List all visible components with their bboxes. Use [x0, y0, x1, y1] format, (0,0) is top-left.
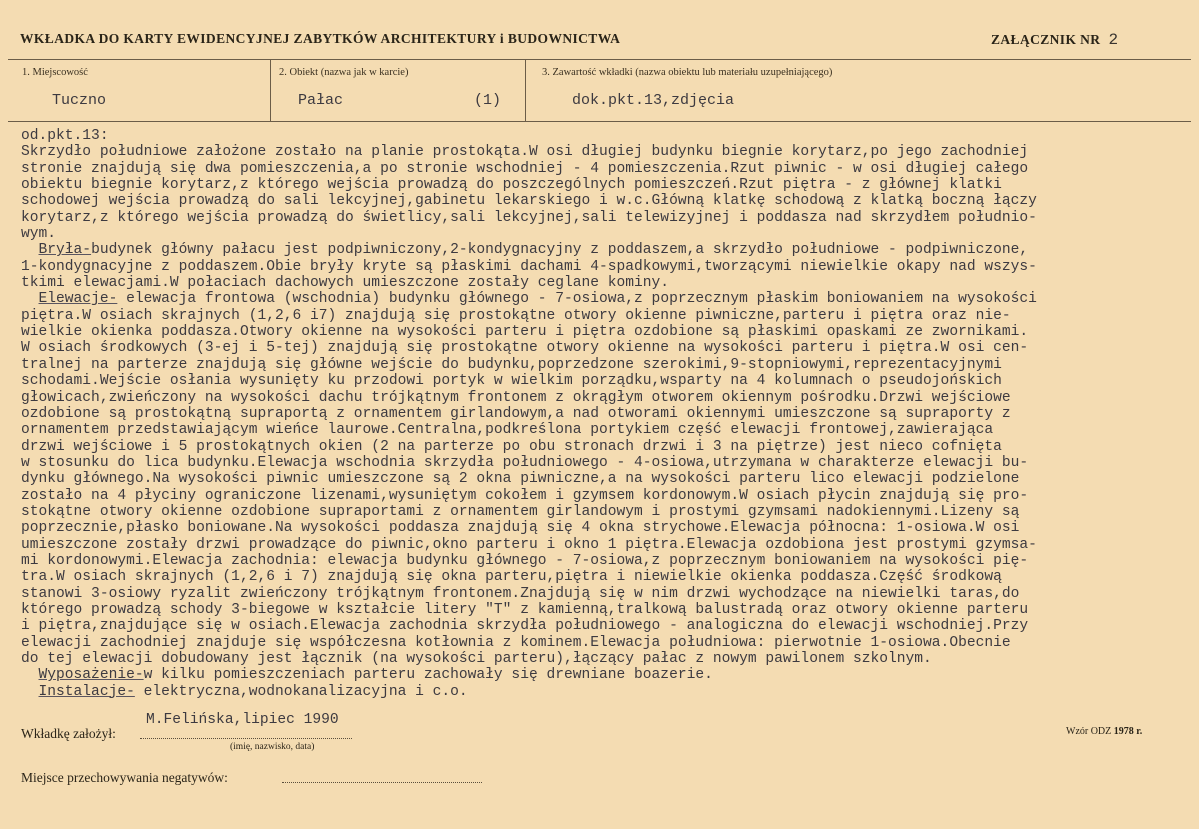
line: obiektu biegnie korytarz,z którego wejścia prowadzą do poszczególnych pomieszczeń.Rzut piętra - z głównej klatki: [21, 177, 1002, 194]
author-dotline: [140, 738, 352, 739]
line: w kilku pomieszczeniach parteru zachowały się drewniane boazerie.: [143, 667, 713, 684]
line: budynek główny pałacu jest podpiwniczony,2-kondygnacyjny z poddaszem,a skrzydło południowe - podpiwniczone,: [91, 242, 1029, 259]
line: 1-kondygnacyjne z poddaszem.Obie bryły kryte są płaskimi dachami 4-spadkowymi,tworzącymi niewielkie okapy nad wszys-: [21, 258, 1037, 275]
header-rule: [8, 59, 1191, 60]
line: do tej elewacji dobudowany jest łącznik (na wysokości parteru),łączący pałac z nowym pawilonem szkolnym.: [21, 651, 932, 667]
line: którego prowadzą schody 3-biegowe w kształcie litery "T" z kamienną,tralkową balustradą oraz otwory okienne parteru: [21, 601, 1029, 618]
field-divider-1: [270, 60, 271, 121]
line: mi kordonowymi.Elewacja zachodnia: elewacja budynku głównego - 7-osiowa,z poprzecznym boniowaniem na wysokości pię-: [21, 552, 1029, 569]
annex-value: 2: [1108, 31, 1119, 49]
line: stanowi 3-osiowy ryzalit zwieńczony trójkątnym frontonem.Znajdują się w nim drzwi wychodzące na niewielki taras,do: [21, 585, 1020, 602]
line: umieszczone zostały drzwi prowadzące do piwnic,okno parteru i okno 1 piętra.Elewacja ozdobiona jest prostymi gzymsa-: [21, 536, 1037, 553]
field-divider-2: [525, 60, 526, 121]
field-value-object: Pałac: [298, 92, 344, 109]
section-heading-elewacje: Elewacje-: [38, 291, 118, 308]
line: i piętra,znajdujące się w osiach.Elewacja zachodnia skrzydła południowego - analogiczna do elewacji wschodniej.Przy: [21, 618, 1029, 635]
line: stronie znajdują się dwa pomieszczenia,a po stronie wschodniej - 4 pomieszczenia.Rzut piwnic - w osi długiej całego: [21, 160, 1029, 177]
line: piętra.W osiach skrajnych (1,2,6 i7) znajdują się prostokątne otwory okienne piwniczne,parteru i piętra oraz nie-: [21, 307, 1011, 324]
line: ornamentem przedstawiającym wieńce laurowe.Centralna,podkreślona portykiem część elewacji frontowej,zawierająca: [21, 422, 994, 439]
line: ozdobione są prostokątną supraportą z ornamentem girlandowym,a nad otworami okiennymi umieszczone są supraporty z: [21, 405, 1011, 422]
form-label: Wzór ODZ: [1066, 726, 1112, 737]
negatives-label: Miejsce przechowywania negatywów:: [21, 770, 228, 785]
field-label-content: 3. Zawartość wkładki (nazwa obiektu lub materiału uzupełniającego): [542, 67, 833, 78]
line: schodowej wejścia prowadzą do sali lekcyjnej,gabinetu lekarskiego i w.c.Główną klatkę schodową z klatką boczną łączy: [21, 193, 1037, 210]
line: elektryczna,wodnokanalizacyjna i c.o.: [134, 683, 468, 700]
line: tkimi elewacjami.W połaciach dachowych umieszczone zostały ceglane kominy.: [21, 275, 670, 292]
section-heading-instalacje: Instalacje-: [38, 683, 135, 700]
author-label: Wkładkę założył:: [21, 726, 116, 741]
line: od.pkt.13:: [21, 128, 109, 144]
form-version: [1066, 726, 1142, 737]
field-label-object: 2. Obiekt (nazwa jak w karcie): [279, 67, 409, 78]
section-heading-wyposazenie: Wyposażenie-: [38, 667, 144, 684]
line: tra.W osiach skrajnych (1,2,6 i 7) znajdują się okna parteru,piętra i niewielkie okienka poddasza.Część środkową: [21, 569, 1002, 586]
line: schodami.Wejście osłania wysunięty ku przodowi portyk w wielkim porządku,wsparty na 4 kolumnach o pseudojońskich: [21, 373, 1002, 390]
line: dynku głównego.Na wysokości piwnic umieszczone są 2 okna piwniczne,a na wysokości parteru lico elewacji podzielone: [21, 471, 1020, 488]
description-text: [21, 128, 1193, 700]
field-value-content: dok.pkt.13,zdjęcia: [572, 92, 735, 109]
annex-label: ZAŁĄCZNIK NR: [991, 32, 1101, 47]
fields-rule: [8, 121, 1191, 122]
line: głowicach,zwieńczony na wysokości dachu trójkątnym frontonem z okrągłym otworem okiennym pośrodku.Drzwi wejściowe: [21, 389, 1011, 406]
line: tralnej na parterze znajdują się główne wejście do budynku,poprzedzone szerokimi,9-stopniowymi,reprezentacyjnymi: [21, 356, 1002, 373]
line: wym.: [21, 226, 57, 243]
form-year: 1978 r.: [1113, 726, 1143, 737]
line: drzwi wejściowe i 5 prostokątnych okien (2 na parterze po obu stronach drzwi i 3 na piętrze) jest nieco cofnięta: [21, 438, 1002, 455]
annex-number: [991, 31, 1118, 49]
author-value: M.Felińska,lipiec 1990: [146, 712, 339, 728]
field-label-locality: 1. Miejscowość: [22, 67, 88, 78]
negatives-dotline: [282, 782, 482, 783]
line: korytarz,z którego wejścia prowadzą do świetlicy,sali lekcyjnej,sali telewizyjnej i poddasza nad skrzydłem południo-: [21, 209, 1037, 226]
field-value-locality: Tuczno: [52, 92, 107, 109]
section-heading-bryla: Bryła-: [38, 242, 92, 259]
field-value-object-number: (1): [474, 92, 502, 109]
card-title: WKŁADKA DO KARTY EWIDENCYJNEJ ZABYTKÓW ARCHITEKTURY i BUDOWNICTWA: [20, 31, 621, 46]
line: poprzecznie,płasko boniowane.Na wysokości poddasza znajdują się 4 okna strychowe.Elewacja północna: 1-osiowa.W osi: [21, 520, 1020, 537]
author-hint: (imię, nazwisko, data): [230, 742, 315, 752]
line: stokątne otwory okienne ozdobione supraportami z ornamentem girlandowym i prostymi gzymsami nadokiennymi.Lizeny są: [21, 503, 1020, 520]
line: elewacja frontowa (wschodnia) budynku głównego - 7-osiowa,z poprzecznym płaskim boniowaniem na wysokości: [117, 291, 1037, 308]
line: elewacji zachodniej znajduje się współczesna kotłownia z kominem.Elewacja południowa: pierwotnie 1-osiowa.Obecnie: [21, 634, 1011, 651]
line: wielkie okienka poddasza.Otwory okienne na wysokości parteru i piętra ozdobione są płaskimi opaskami ze zwornikami.: [21, 324, 1029, 341]
line: W osiach środkowych (3-ej i 5-tej) znajdują się prostokątne otwory okienne na wysokości parteru i piętra.W osi cen-: [21, 340, 1029, 357]
line: Skrzydło południowe założone zostało na planie prostokąta.W osi długiej budynku biegnie korytarz,po jego zachodniej: [21, 144, 1029, 161]
line: zostało na 4 płyciny ograniczone lizenami,wysuniętym cokołem i gzymsem kordonowym.W osiach płycin znajdują się pro-: [21, 487, 1029, 504]
line: w stosunku do lica budynku.Elewacja wschodnia skrzydła południowego - 4-osiowa,utrzymana w charakterze elewacji bu-: [21, 454, 1029, 471]
